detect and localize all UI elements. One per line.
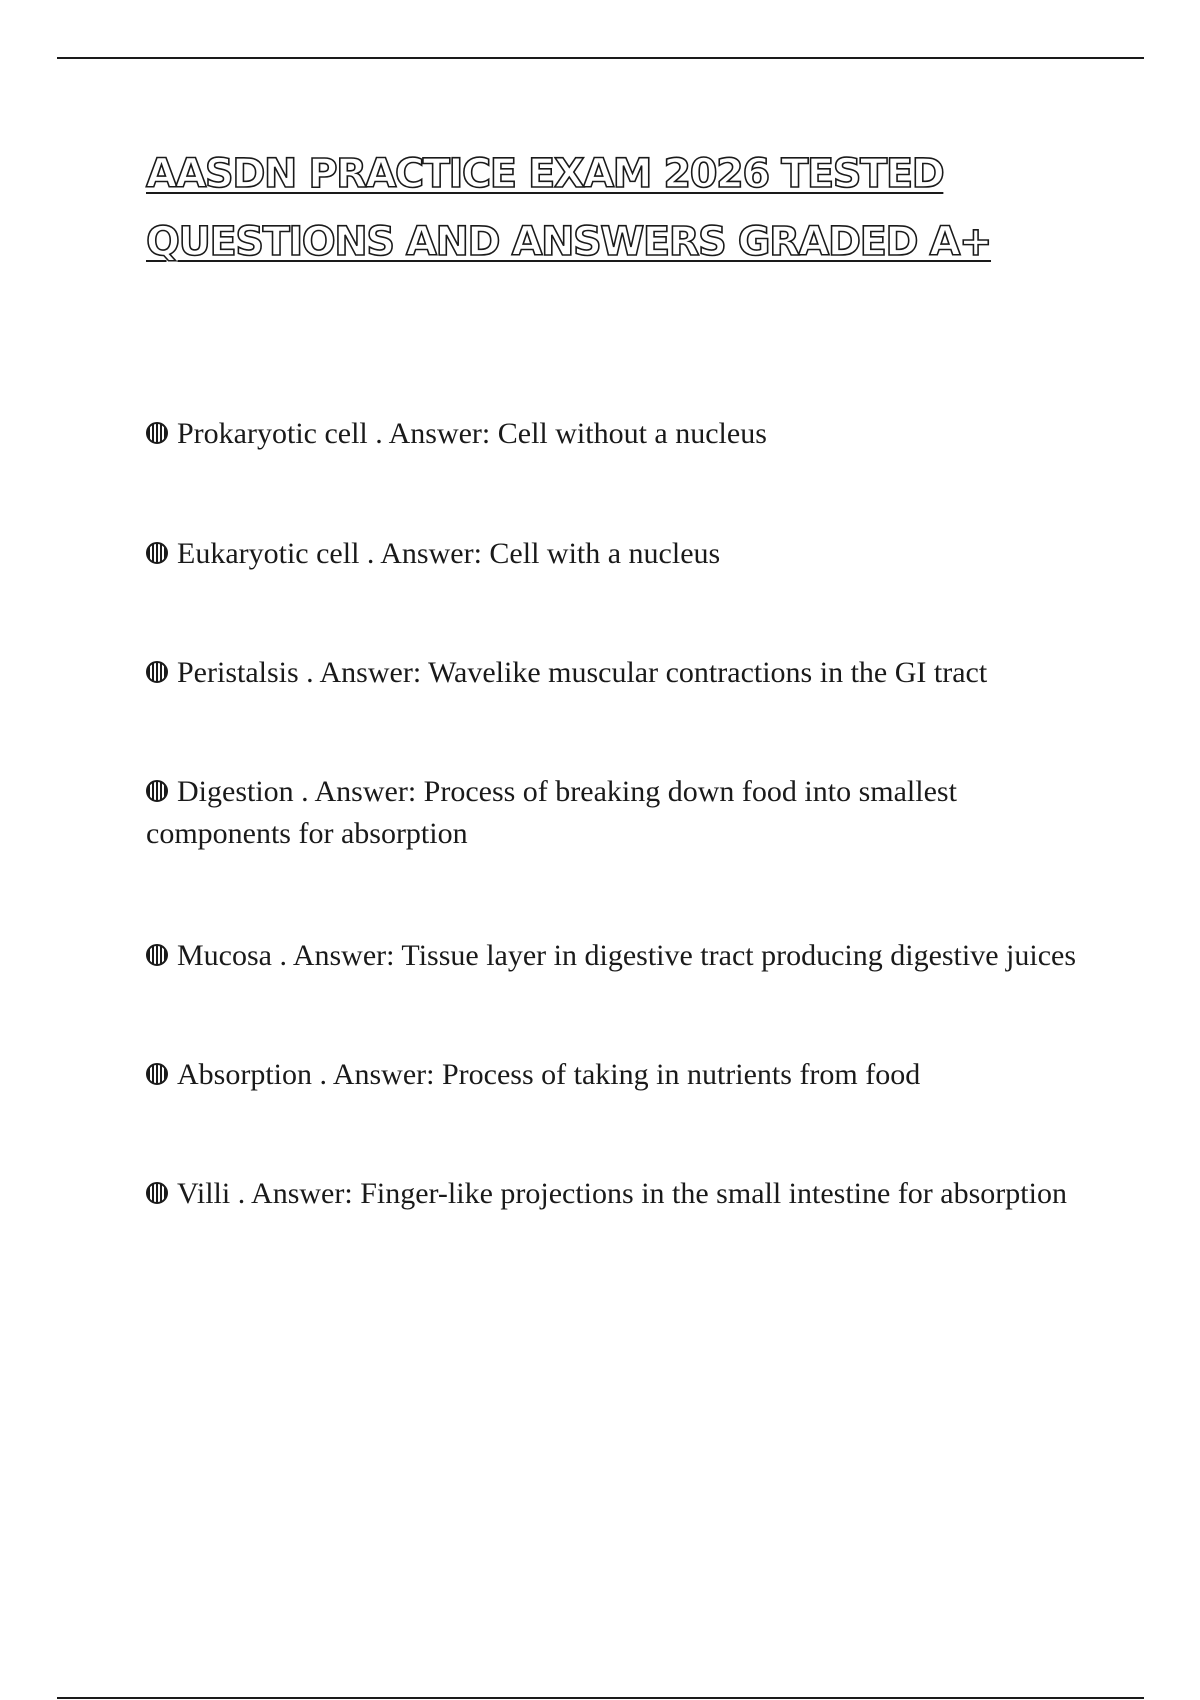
list-item bbox=[146, 771, 1086, 855]
circled-bullet-icon bbox=[146, 542, 168, 564]
document-title bbox=[146, 140, 1126, 276]
list-item bbox=[146, 652, 1086, 694]
circled-bullet-icon bbox=[146, 422, 168, 444]
circled-bullet-icon bbox=[146, 1063, 168, 1085]
qa-text: Absorption . Answer: Process of taking in nutrients from food bbox=[177, 1058, 921, 1091]
qa-text: Villi . Answer: Finger-like projections in the small intestine for absorption bbox=[177, 1177, 1067, 1210]
list-item bbox=[146, 935, 1086, 977]
qa-text: Prokaryotic cell . Answer: Cell without a nucleus bbox=[177, 417, 767, 450]
list-item bbox=[146, 533, 1086, 575]
top-rule bbox=[57, 57, 1144, 59]
qa-text: Peristalsis . Answer: Wavelike muscular contractions in the GI tract bbox=[177, 656, 988, 689]
qa-text: Mucosa . Answer: Tissue layer in digestive tract producing digestive juices bbox=[177, 939, 1077, 972]
circled-bullet-icon bbox=[146, 661, 168, 683]
bottom-rule bbox=[57, 1697, 1144, 1699]
qa-text: Eukaryotic cell . Answer: Cell with a nucleus bbox=[177, 537, 721, 570]
qa-text: Digestion . Answer: Process of breaking down food into smallest components for absorption bbox=[146, 775, 957, 850]
list-item bbox=[146, 413, 1086, 455]
title-line-1: AASDN PRACTICE EXAM 2026 TESTED bbox=[146, 151, 944, 197]
circled-bullet-icon bbox=[146, 780, 168, 802]
circled-bullet-icon bbox=[146, 1182, 168, 1204]
list-item bbox=[146, 1054, 1086, 1096]
title-line-2: QUESTIONS AND ANSWERS GRADED A+ bbox=[146, 219, 992, 265]
circled-bullet-icon bbox=[146, 944, 168, 966]
list-item bbox=[146, 1173, 1086, 1215]
qa-list bbox=[146, 413, 1086, 1215]
